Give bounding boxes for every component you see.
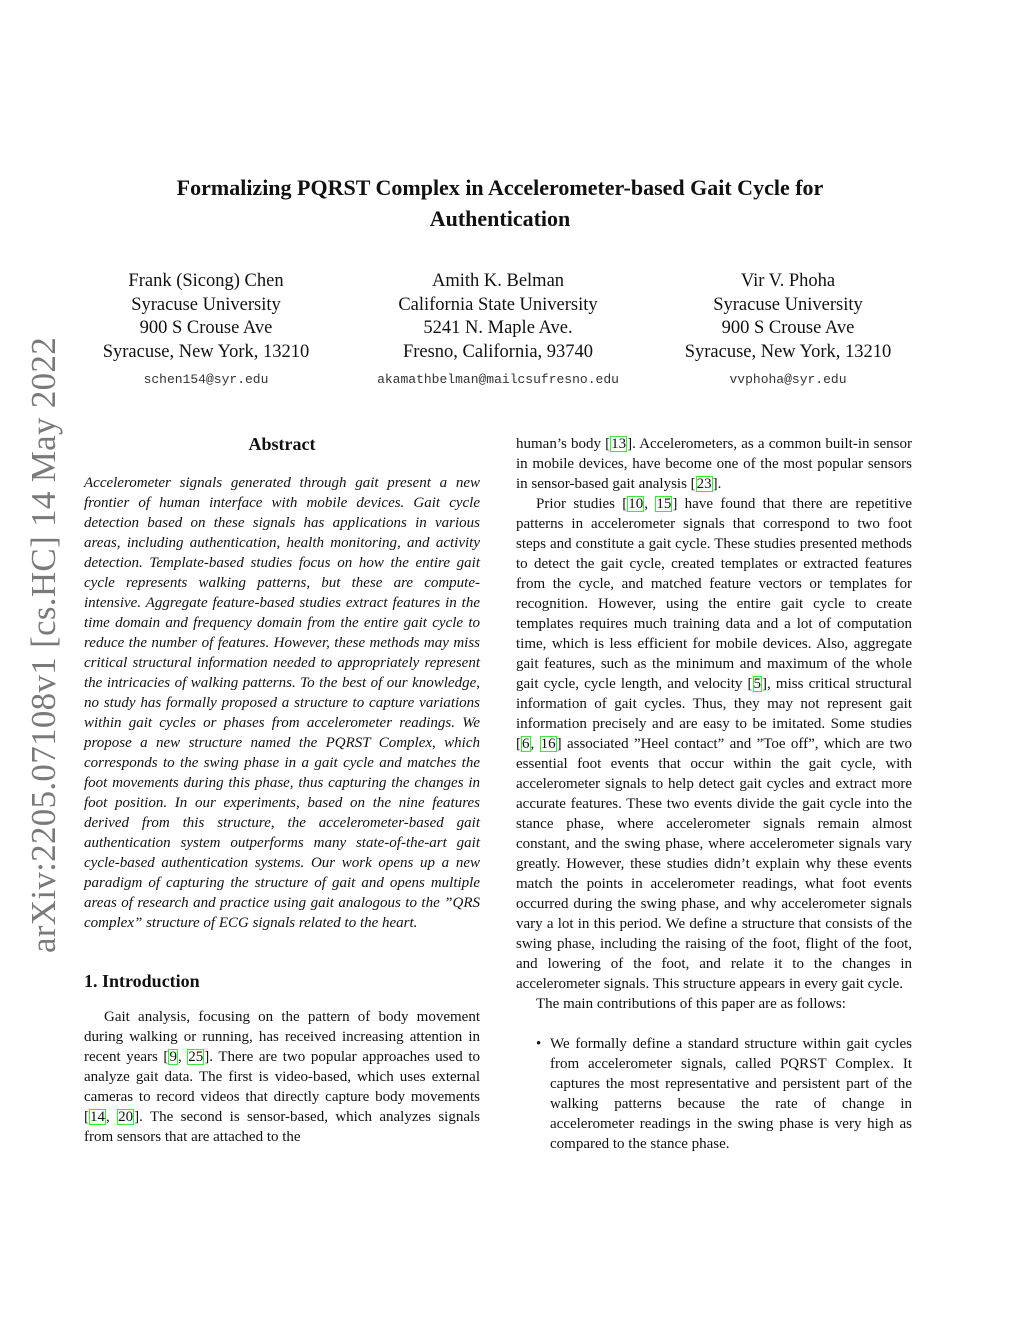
text-run: human’s body [ [516,436,611,452]
author-affiliation: California State University [398,294,598,315]
citation-link[interactable]: 5 [753,676,762,692]
text-run: ] associated ”Heel contact” and ”Toe off”, which are two essential foot events that occur within the gait cycle, with accelerometer signals to help detect gait cycles and extract more accurate features. These two events divide the gait cycle into the stance phase, where accelerometer signals remain almost constant, and the swing phase, where accelerometer signals vary greatly. However, these studies didn’t explain why these events match the points in accelerometer readings, what foot events occurred during the swing phase, and why accelerometer signals vary a lot in this period. We define a structure that consists of the swing phase, including the raising of the foot, flight of the foot, and lowering of the foot, and relate it to the changes in accelerometer signals. This structure appears in every gait cycle. [516,736,913,992]
text-run: ]. [712,476,722,492]
text-run: ]. There are two popular approaches used to analyze gait data. The first is video-based, which uses external cameras to record videos that directly capture body movements [ [84,1049,480,1125]
citation-separator: , [106,1109,118,1125]
contributions-list [516,1034,912,1154]
citation-link[interactable]: 13 [611,436,627,452]
author-address-1: 900 S Crouse Ave [721,318,855,338]
intro-paragraph-1-part-1 [84,1007,480,1147]
introduction-heading: 1. Introduction [84,971,200,991]
paper-title [90,172,910,234]
citation-link[interactable]: 9 [169,1049,177,1065]
intro-paragraph-1-part-2 [516,434,912,494]
citation-link[interactable]: 25 [188,1049,204,1065]
abstract-text: Accelerometer signals generated through gait present a new frontier of human interface with mobile devices. Gait cycle detection based on these signals has applications in various areas, including authentication, health monitoring, and activity detection. Template-based studies focus on how the entire gait cycle represents walking patterns, but these are compute-intensive. Aggregate feature-based studies extract features in the time domain and frequency domain from the entire gait cycle to reduce the number of features. However, these methods may miss critical structural information needed to appropriately represent the intricacies of walking patterns. To the best of our knowledge, no study has formally proposed a structure to capture variations within gait cycles or phases from accelerometer readings. We propose a new structure named the PQRST Complex, which corresponds to the swing phase in a gait cycle and matches the foot movements during this phase, thus capturing the changes in foot position. In our experiments, based on the nine features derived from this structure, the accelerometer-based gait authentication system outperforms many state-of-the-art gait cycle-based authentication systems. Our work opens up a new paradigm of capturing the structure of gait and opens multiple areas of research and practice using gait analogous to the ”QRS complex” structure of ECG signals related to the heart. [84,475,480,931]
right-column [516,434,912,1154]
citation-link[interactable]: 14 [90,1109,105,1125]
citation-link[interactable]: 23 [696,476,712,492]
citation-separator: , [530,736,540,752]
author-address-2: Syracuse, New York, 13210 [684,341,892,362]
text-run: ] have found that there are repetitive patterns in accelerometer signals that correspond to two foot steps and constitute a gait cycle. These studies presented methods to detect the gait cycle, created templates or extracted features from the cycle, and matched feature vectors or templates for recognition. However, using the entire gait cycle to create templates requires much training data and a lot of computation time, which is less efficient for mobile devices. Also, aggregate gait features, such as the minimum and maximum of the whole gait cycle, cycle length, and velocity [ [516,496,912,692]
author-affiliation: Syracuse University [713,294,863,315]
text-run: ]. The second is sensor-based, which analyzes signals from sensors that are attached to the [84,1109,481,1145]
author-address-2: Syracuse, New York, 13210 [102,341,310,362]
list-item [536,1034,912,1154]
citation-link[interactable]: 16 [540,736,556,752]
arxiv-identifier-text: arXiv:2205.07108v1 [cs.HC] 14 May 2022 [24,336,63,954]
abstract-heading: Abstract [248,434,316,454]
author-affiliation: Syracuse University [131,294,281,315]
author-block-1 [86,270,326,392]
text-run: Gait analysis, focusing on the pattern of body movement during walking or running, has received increasing attention in recent years [ [84,1009,480,1065]
author-address-2: Fresno, California, 93740 [402,341,594,362]
citation-link[interactable]: 15 [656,496,672,512]
citation-link[interactable]: 20 [118,1109,134,1125]
author-email[interactable]: vvphoha@syr.edu [729,372,847,387]
author-address-1: 5241 N. Maple Ave. [423,318,573,338]
text-run: Prior studies [ [536,496,628,512]
text-run: ], miss critical structural information of gait cycles. Thus, they may not represent gait information precisely and are easy to be imitated. Some studies [ [516,676,912,752]
citation-link[interactable]: 10 [628,496,644,512]
intro-paragraph-2 [516,494,912,994]
left-column [84,432,480,1147]
citation-separator: , [177,1049,188,1065]
title-line-2: Authentication [429,206,571,231]
author-name: Amith K. Belman [431,271,565,291]
author-block-2 [348,270,648,392]
bullet-icon: • [536,1036,542,1052]
citation-separator: , [644,496,656,512]
author-email[interactable]: akamathbelman@mailcsufresno.edu [377,372,619,387]
author-block-3 [668,270,908,392]
intro-paragraph-3: The main contributions of this paper are as follows: [536,996,846,1012]
author-name: Vir V. Phoha [740,271,836,291]
list-item-text: We formally define a standard structure within gait cycles from accelerometer signals, called PQRST Complex. It captures the most representative and persistent part of the walking patterns because the rate of change in accelerometer readings in the swing phase is very high as compared to the stance phase. [550,1036,912,1152]
author-email[interactable]: schen154@syr.edu [143,372,269,387]
author-name: Frank (Sicong) Chen [128,271,284,291]
title-line-1: Formalizing PQRST Complex in Accelerometer-based Gait Cycle for [176,175,824,200]
citation-link[interactable]: 6 [522,736,530,752]
text-run: ]. Accelerometers, as a common built-in sensor in mobile devices, have become one of the most popular sensors in sensor-based gait analysis [ [516,436,912,492]
author-address-1: 900 S Crouse Ave [139,318,273,338]
arxiv-identifier-stamp [24,336,64,954]
